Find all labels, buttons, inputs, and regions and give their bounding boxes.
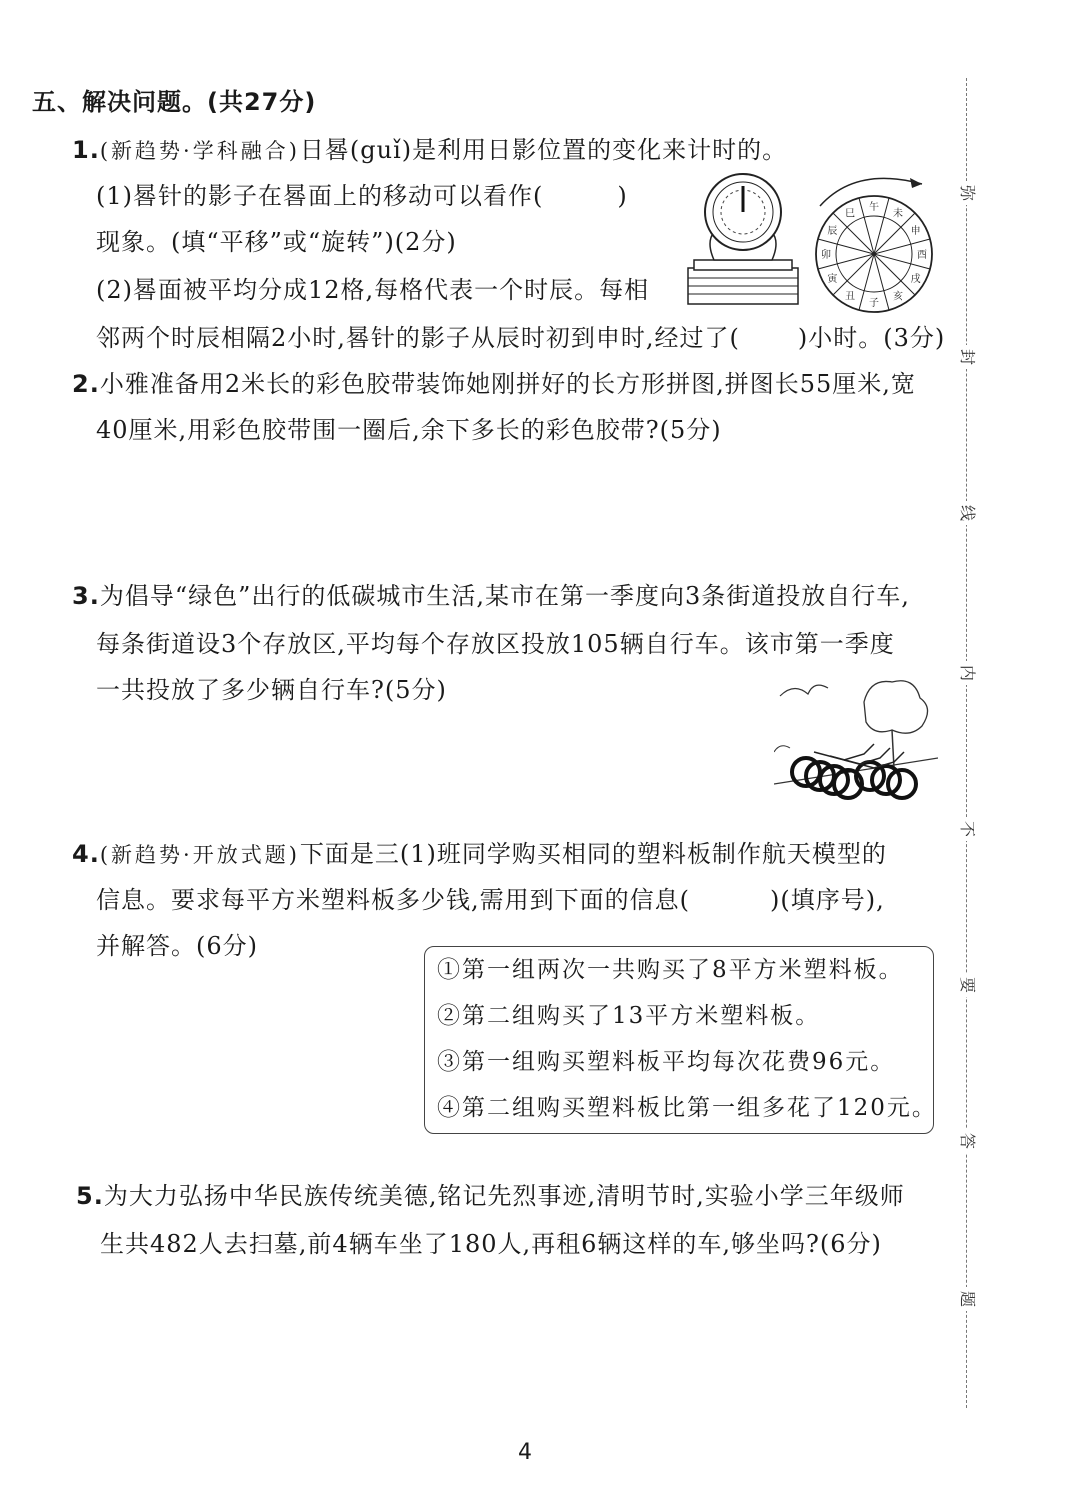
- margin-char: 封: [954, 345, 980, 369]
- bicycles-illustration: [774, 672, 938, 804]
- page-number: 4: [518, 1440, 532, 1465]
- margin-char: 不: [954, 817, 980, 841]
- question-1-part-2-cont: [96, 322, 945, 354]
- question-1-stem: [72, 134, 787, 167]
- question-1-part-1-cont: 现象。(填“平移”或“旋转”)(2分): [96, 228, 457, 256]
- dial-label: 丑: [845, 291, 855, 303]
- dial-label: 卯: [821, 250, 831, 261]
- question-number: 4.: [72, 840, 100, 868]
- dial-label: 寅: [827, 274, 838, 285]
- question-number: 1.: [72, 136, 100, 164]
- margin-char: 要: [954, 973, 980, 997]
- info-item-4: ④第二组购买塑料板比第一组多花了120元。: [437, 1095, 937, 1121]
- question-2-line-2: 40厘米,用彩色胶带围一圈后,余下多长的彩色胶带?(5分): [96, 416, 722, 444]
- question-4-line-2: [96, 884, 885, 916]
- sundial-dial-diagram: [806, 166, 940, 316]
- question-text: 日晷(guǐ)是利用日影位置的变化来计时的。: [299, 136, 788, 164]
- info-item-3: ③第一组购买塑料板平均每次花费96元。: [437, 1049, 896, 1075]
- question-text: 小雅准备用2米长的彩色胶带装饰她刚拼好的长方形拼图,拼图长55厘米,宽: [99, 370, 916, 398]
- question-2-line-1: [72, 368, 916, 400]
- dial-label: 戌: [910, 274, 921, 285]
- sundial-illustration: [684, 172, 802, 310]
- part-text: )小时。(3分): [797, 324, 946, 352]
- question-text: 为大力弘扬中华民族传统美德,铭记先烈事迹,清明节时,实验小学三年级师: [103, 1182, 905, 1210]
- margin-char: 内: [954, 661, 980, 685]
- part-text: ): [617, 182, 628, 210]
- dial-label: 申: [910, 226, 921, 237]
- question-3-line-2: 每条街道设3个存放区,平均每个存放区投放105辆自行车。该市第一季度: [96, 630, 895, 658]
- question-text: 下面是三(1)班同学购买相同的塑料板制作航天模型的: [299, 840, 887, 868]
- section-title: 五、解决问题。(共27分): [32, 88, 317, 116]
- dial-label: 巳: [845, 208, 855, 220]
- part-text: )(填序号),: [770, 886, 885, 914]
- dial-label: 辰: [827, 226, 838, 237]
- question-3-line-3: 一共投放了多少辆自行车?(5分): [96, 676, 447, 704]
- part-text: 信息。要求每平方米塑料板多少钱,需用到下面的信息(: [96, 886, 690, 914]
- dial-label: 未: [893, 208, 903, 220]
- question-tag: (新趋势·学科融合): [99, 139, 300, 163]
- margin-char: 线: [954, 501, 980, 525]
- part-text: 邻两个时辰相隔2小时,晷针的影子从辰时初到申时,经过了(: [96, 324, 740, 352]
- question-1-part-1: [96, 180, 628, 212]
- dial-label: 亥: [893, 291, 903, 303]
- question-5-line-1: [76, 1180, 905, 1212]
- question-3-line-1: [72, 580, 910, 612]
- tree: [864, 681, 928, 733]
- margin-char: 题: [954, 1287, 980, 1311]
- part-text: (1)晷针的影子在晷面上的移动可以看作(: [96, 182, 544, 210]
- question-tag: (新趋势·开放式题): [99, 843, 300, 867]
- info-item-2: ②第二组购买了13平方米塑料板。: [437, 1003, 821, 1029]
- question-1-part-2: (2)晷面被平均分成12格,每格代表一个时辰。每相: [96, 276, 650, 304]
- question-number: 5.: [76, 1182, 104, 1210]
- question-5-line-2: 生共482人去扫墓,前4辆车坐了180人,再租6辆这样的车,够坐吗?(6分): [100, 1230, 882, 1258]
- dial-label: 子: [869, 298, 879, 309]
- question-number: 2.: [72, 370, 100, 398]
- binding-dashed-line: [966, 78, 967, 1408]
- margin-char: 答: [954, 1129, 980, 1153]
- dial-label: 午: [869, 202, 879, 213]
- question-4-line-3: 并解答。(6分): [96, 932, 258, 960]
- question-4-line-1: [72, 838, 887, 871]
- question-text: 为倡导“绿色”出行的低碳城市生活,某市在第一季度向3条街道投放自行车,: [99, 582, 910, 610]
- dial-label: 酉: [917, 250, 927, 261]
- info-box: [424, 946, 937, 1134]
- question-number: 3.: [72, 582, 100, 610]
- info-item-1: ①第一组两次一共购买了8平方米塑料板。: [437, 957, 904, 983]
- margin-char: 弥: [954, 181, 980, 205]
